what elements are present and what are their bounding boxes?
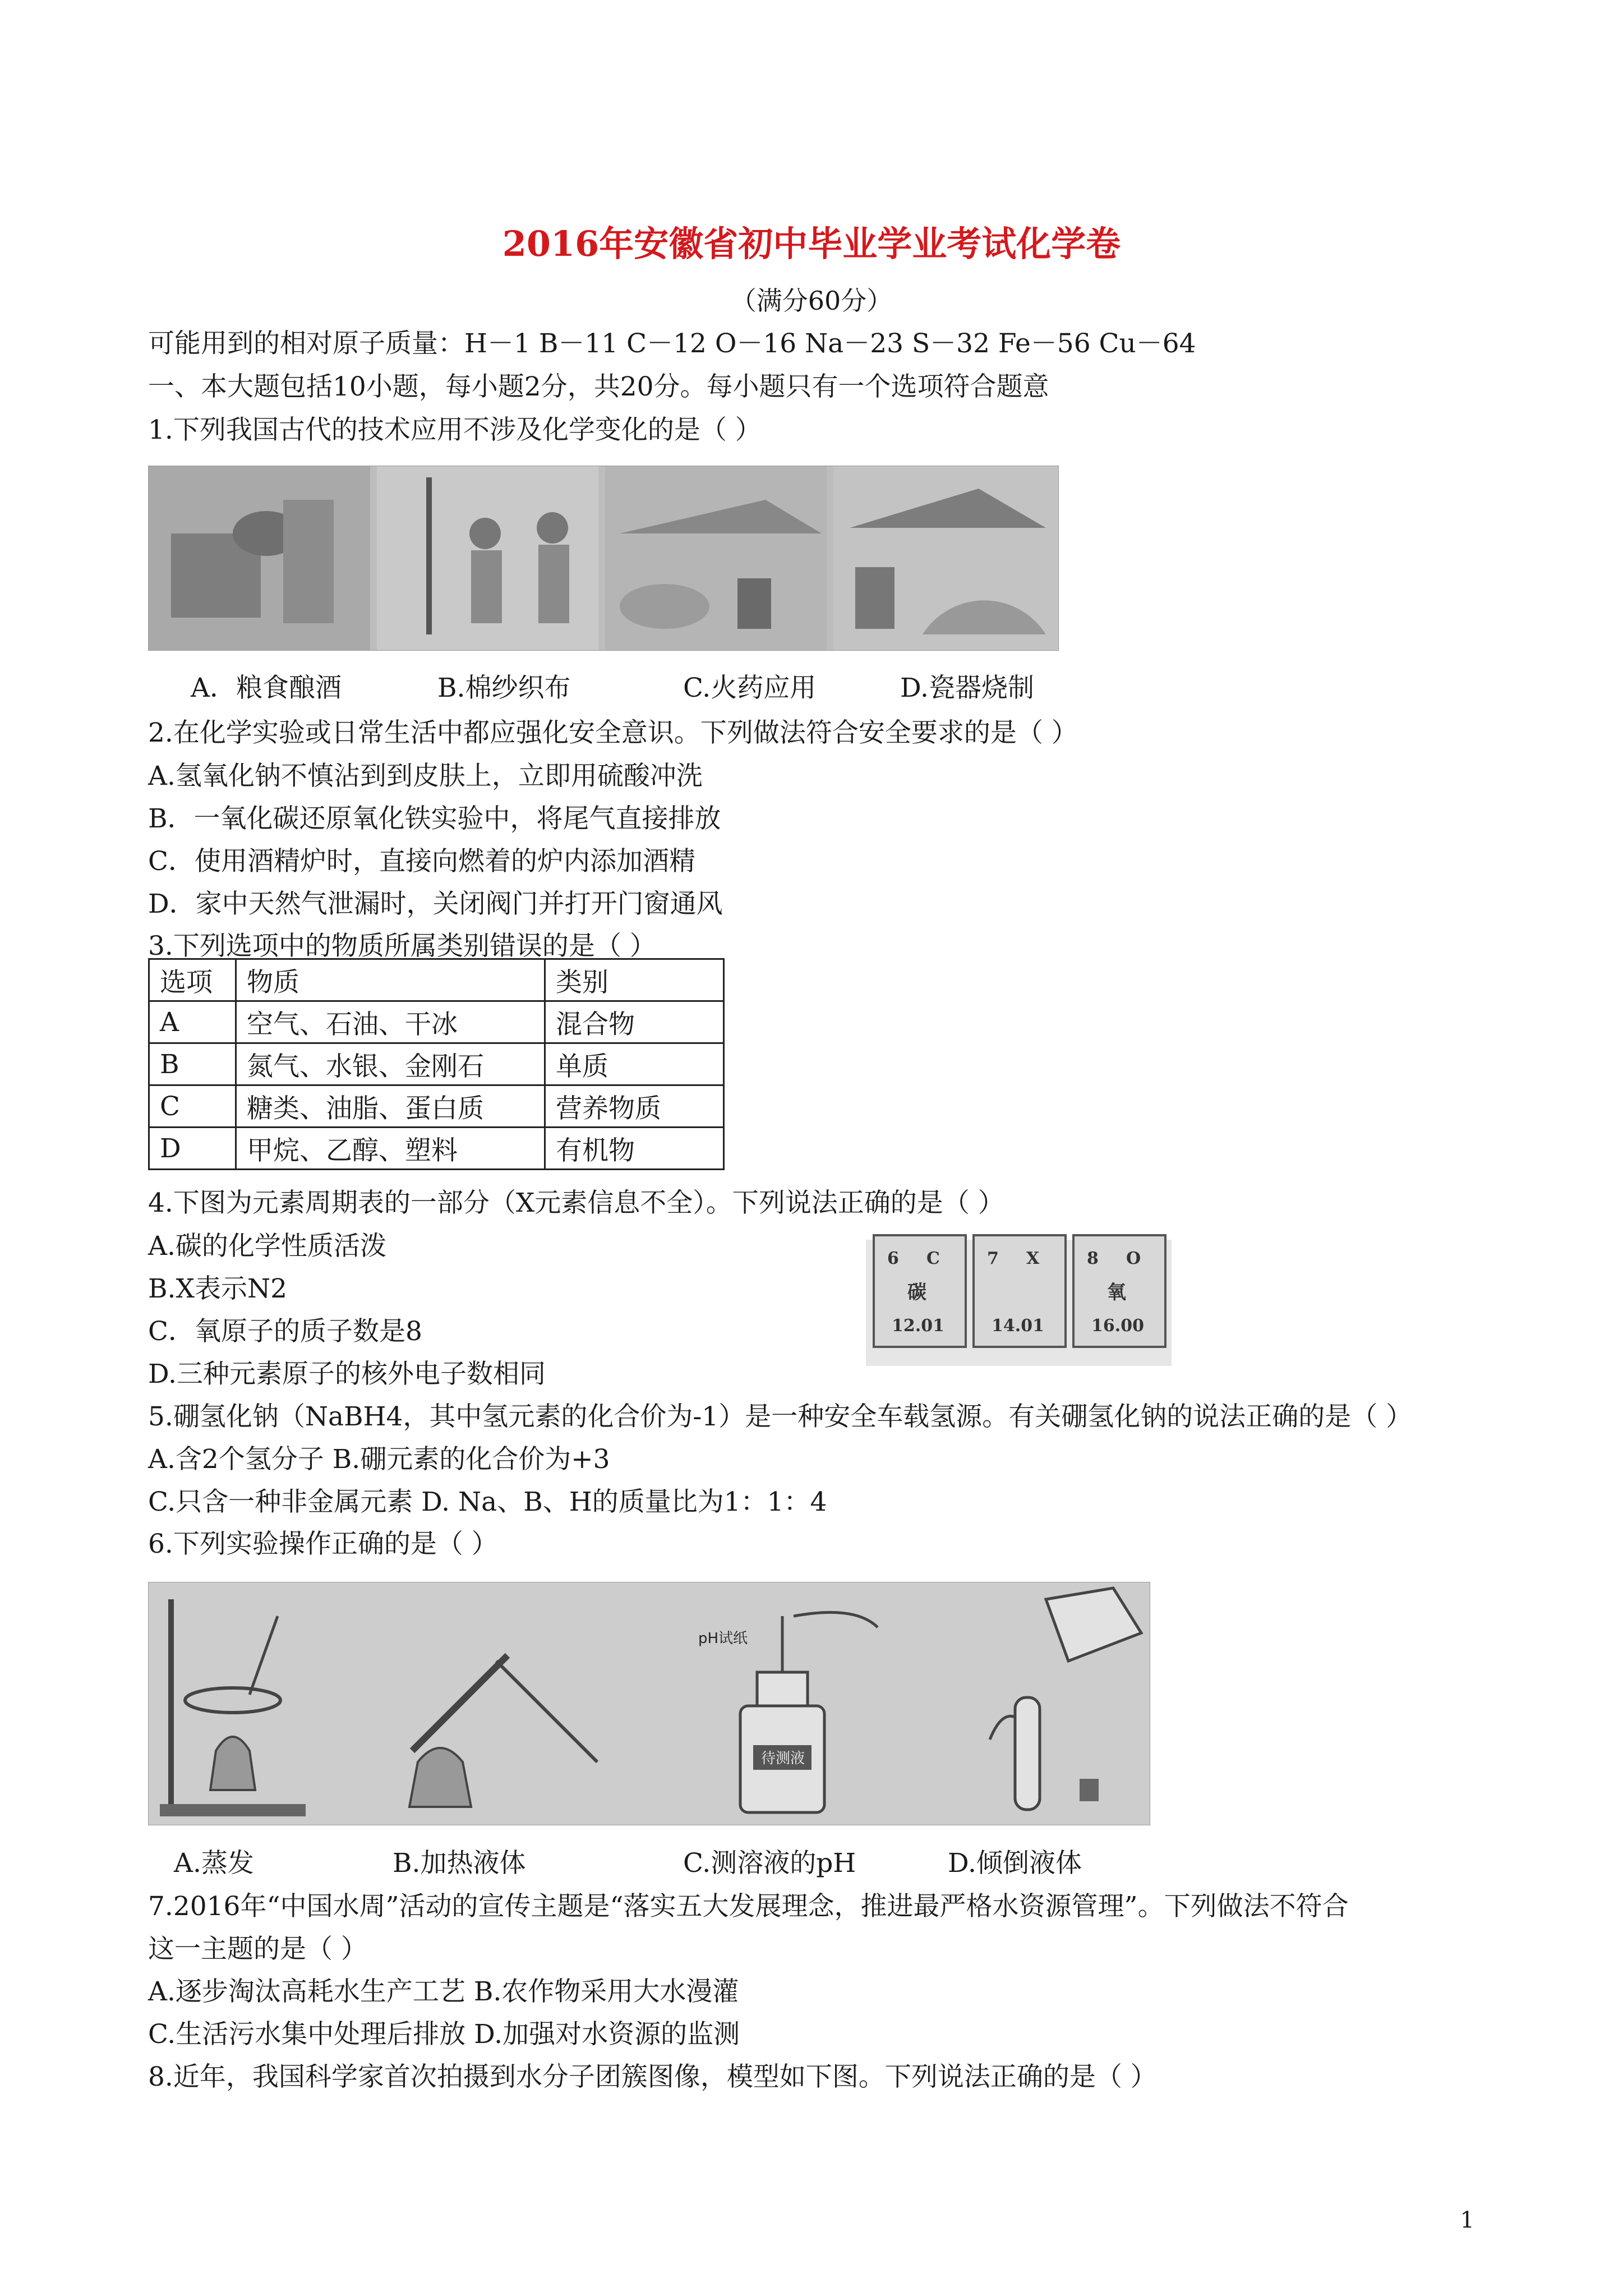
q6-option-d: D.倾倒液体 [948, 1848, 1082, 1879]
q1-ancient-technology-image [148, 466, 1059, 651]
q4-stem: 4.下图为元素周期表的一部分（X元素信息不全）。下列说法正确的是（ ） [148, 1188, 1004, 1218]
atomic-masses: 可能用到的相对原子质量：H－1 B－11 C－12 O－16 Na－23 S－32 Fe－56 Cu－64 [148, 328, 1196, 359]
q3-table [148, 958, 725, 1170]
atomic-number: 8 [1087, 1249, 1099, 1268]
q1-option-b: B.棉纱织布 [437, 673, 571, 703]
q5-options-line1: A.含2个氢分子 B.硼元素的化合价为+3 [148, 1444, 610, 1475]
q1-option-d: D.瓷器烧制 [900, 673, 1034, 703]
q6-stem: 6.下列实验操作正确的是（ ） [148, 1529, 498, 1559]
q2-stem: 2.在化学实验或日常生活中都应强化安全意识。下列做法符合安全要求的是（ ） [148, 717, 1078, 748]
q2-option-a: A.氢氧化钠不慎沾到到皮肤上，立即用硫酸冲洗 [148, 761, 703, 792]
atomic-mass: 14.01 [992, 1316, 1044, 1336]
element-cell-x [972, 1234, 1067, 1348]
q1-option-a: A．粮食酿酒 [191, 673, 342, 703]
q4-option-d: D.三种元素原子的核外电子数相同 [148, 1359, 546, 1389]
q1-stem: 1.下列我国古代的技术应用不涉及化学变化的是（ ） [148, 415, 762, 445]
table-cell: D [149, 1128, 236, 1170]
table-cell: 混合物 [545, 1001, 724, 1043]
table-header: 物质 [236, 959, 545, 1001]
element-cell-carbon [873, 1234, 967, 1348]
q8-stem: 8.近年，我国科学家首次拍摄到水分子团簇图像，模型如下图。下列说法正确的是（ ） [148, 2062, 1157, 2092]
element-name: 氧 [1107, 1281, 1126, 1304]
exam-title: 2016年安徽省初中毕业学业考试化学卷 [502, 223, 1121, 264]
table-cell: 单质 [545, 1043, 724, 1085]
atomic-mass: 12.01 [892, 1316, 944, 1336]
element-name: 碳 [907, 1281, 926, 1304]
table-cell: 甲烷、乙醇、塑料 [236, 1128, 545, 1170]
table-row [149, 1128, 724, 1170]
q6-option-a: A.蒸发 [174, 1848, 254, 1879]
q2-option-d: D．家中天然气泄漏时，关闭阀门并打开门窗通风 [148, 889, 723, 919]
page-number: 1 [1460, 2207, 1474, 2233]
table-cell: B [149, 1043, 236, 1085]
q4-option-c: C．氧原子的质子数是8 [148, 1316, 422, 1347]
q3-stem: 3.下列选项中的物质所属类别错误的是（ ） [148, 931, 656, 961]
q7-options-line1: A.逐步淘汰高耗水生产工艺 B.农作物采用大水漫灌 [148, 1976, 739, 2007]
atomic-mass: 16.00 [1091, 1316, 1144, 1336]
element-cell-oxygen [1072, 1234, 1166, 1348]
q7-stem-line1: 7.2016年“中国水周”活动的宣传主题是“落实五大发展理念，推进最严格水资源管理”。下列做法不符合 [148, 1891, 1349, 1922]
section-heading: 一、本大题包括10小题，每小题2分，共20分。每小题只有一个选项符合题意 [148, 371, 1049, 402]
table-header-row [149, 959, 724, 1001]
q7-stem-line2: 这一主题的是（ ） [148, 1934, 367, 1964]
exam-subtitle: （满分60分） [730, 286, 893, 316]
ph-paper-label: pH试纸 [698, 1630, 748, 1647]
element-symbol: O [1126, 1249, 1141, 1268]
q4-option-a: A.碳的化学性质活泼 [148, 1231, 386, 1262]
element-symbol: C [926, 1249, 940, 1268]
table-cell: 糖类、油脂、蛋白质 [236, 1085, 545, 1128]
table-row [149, 1085, 724, 1128]
table-cell: 有机物 [545, 1128, 724, 1170]
test-liquid-label: 待测液 [761, 1750, 805, 1767]
table-row [149, 1001, 724, 1043]
table-header: 类别 [545, 959, 724, 1001]
q7-options-line2: C.生活污水集中处理后排放 D.加强对水资源的监测 [148, 2019, 740, 2050]
table-cell: 空气、石油、干冰 [236, 1001, 545, 1043]
q5-options-line2: C.只含一种非金属元素 D. Na、B、H的质量比为1：1：4 [148, 1487, 827, 1517]
table-cell: C [149, 1085, 236, 1128]
atomic-number: 6 [887, 1249, 899, 1268]
element-symbol: X [1026, 1249, 1040, 1268]
table-cell: A [149, 1001, 236, 1043]
q4-option-b: B.X表示N2 [148, 1273, 287, 1304]
table-cell: 营养物质 [545, 1085, 724, 1128]
q2-option-c: C．使用酒精炉时，直接向燃着的炉内添加酒精 [148, 846, 695, 877]
table-header: 选项 [149, 959, 236, 1001]
table-row [149, 1043, 724, 1085]
q1-option-c: C.火药应用 [683, 673, 817, 703]
q2-option-b: B．一氧化碳还原氧化铁实验中，将尾气直接排放 [148, 803, 721, 834]
q6-option-b: B.加热液体 [393, 1848, 526, 1879]
q5-stem: 5.硼氢化钠（NaBH4，其中氢元素的化合价为-1）是一种安全车载氢源。有关硼氢化钠的说法正确的是（ ） [148, 1401, 1413, 1432]
atomic-number: 7 [987, 1249, 999, 1268]
q6-option-c: C.测溶液的pH [683, 1848, 856, 1879]
q6-lab-operations-image [148, 1582, 1150, 1825]
table-cell: 氮气、水银、金刚石 [236, 1043, 545, 1085]
